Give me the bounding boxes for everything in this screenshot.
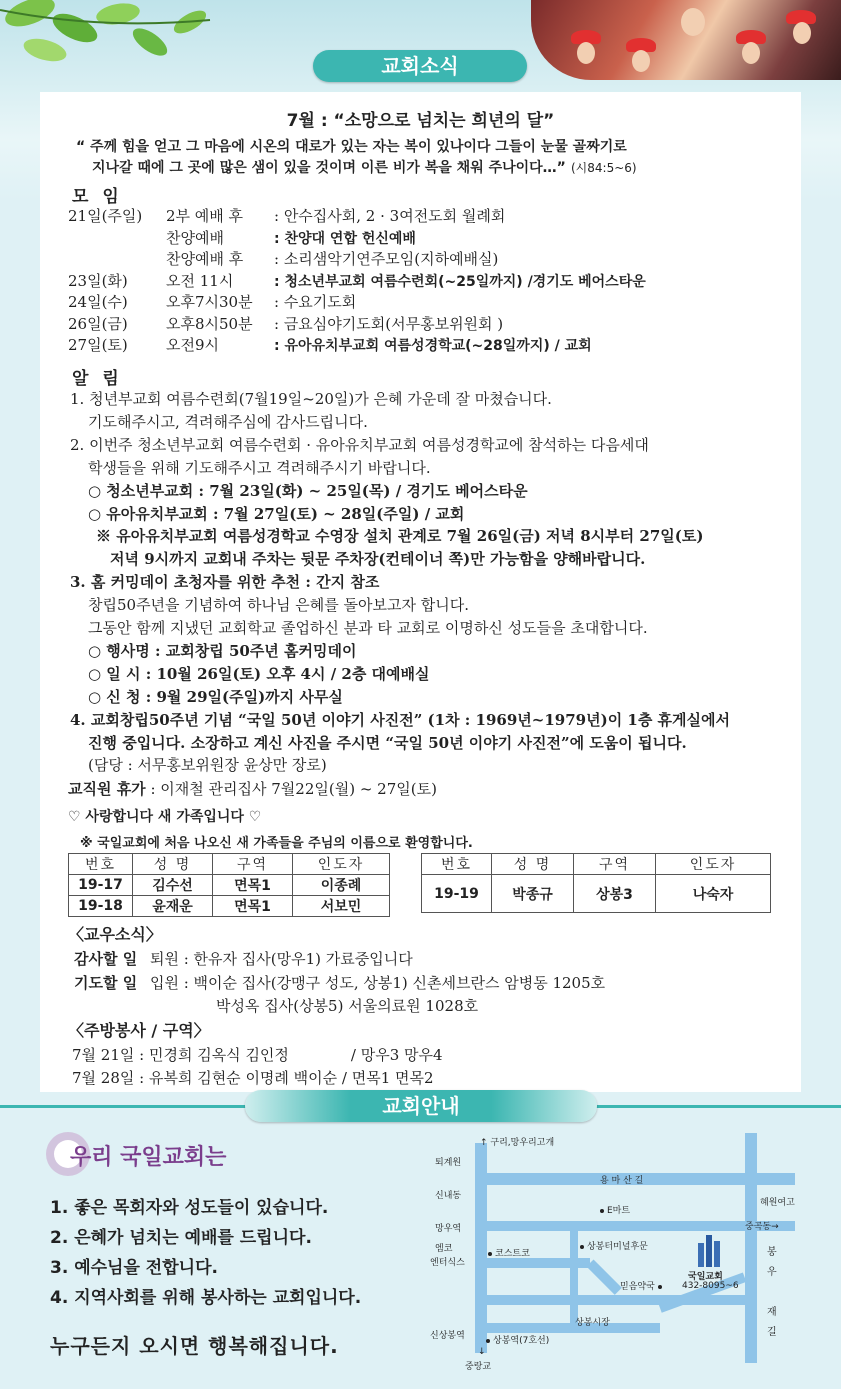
row-name: 박종규 [492, 875, 574, 913]
map-label-emco: 엠코 [435, 1244, 453, 1254]
map-label-church: 국일교회 [688, 1272, 723, 1282]
map-label-terminal: 상봉터미널후문 [587, 1242, 648, 1252]
map-label-bongu-3: 재 [767, 1307, 777, 1318]
map-marker-icon [488, 1252, 492, 1256]
meeting-row [68, 291, 356, 312]
map-label-jungnang: 중랑교 [465, 1362, 492, 1372]
thanks-row [74, 948, 413, 969]
staff-leave [68, 778, 437, 799]
map-label-yongma: 용 마 산 길 [600, 1176, 644, 1186]
meeting-row [68, 270, 646, 291]
meeting-time: 2부 예배 후 [166, 207, 244, 225]
map-label-mangu: 망우역 [435, 1224, 462, 1234]
church-intro-item: 4. 지역사회를 위해 봉사하는 교회입니다. [50, 1288, 362, 1308]
staff-leave-text: : 이재철 관리집사 7월22일(월) ~ 27일(토) [150, 780, 437, 798]
notice-line: ○ 신 청 : 9월 29일(주일)까지 사무실 [88, 687, 343, 706]
new-family-note: ※ 국일교회에 처음 나오신 새 가족들을 주님의 이름으로 환영합니다. [80, 836, 473, 851]
pray-label: 기도할 일 [74, 974, 138, 992]
col-name: 성 명 [133, 854, 213, 875]
map-label-sangbong: 상봉역(7호선) [493, 1336, 550, 1346]
pray-text: 입원 : 백이순 집사(강맹구 성도, 상봉1) 신촌세브란스 암병동 1205호 [149, 974, 606, 992]
notice-line: 창립50주년을 기념하여 하나님 은혜를 돌아보고자 합니다. [88, 596, 469, 615]
notice-line: 진행 중입니다. 소장하고 계신 사진을 주시면 “국일 50년 이야기 사진전”에 도움이 됩니다. [88, 733, 687, 752]
row-number: 19-18 [69, 896, 133, 917]
notice-line: 기도해주시고, 격려해주심에 감사드립니다. [88, 412, 368, 431]
meeting-row [68, 227, 416, 248]
row-name: 윤재운 [133, 896, 213, 917]
pray-text-2: 박성옥 집사(상봉5) 서울의료원 1028호 [216, 997, 479, 1015]
meetings-heading: 모 임 [72, 187, 123, 207]
meeting-desc: : 유아유치부교회 여름성경학교(~28일까지) / 교회 [274, 338, 592, 354]
meeting-row [68, 313, 503, 334]
slogan: 누구든지 오시면 행복해집니다. [50, 1334, 339, 1358]
col-number: 번호 [69, 854, 133, 875]
staff-leave-label: 교직원 휴가 [68, 780, 146, 798]
meeting-date: 24일(수) [68, 293, 128, 311]
new-family-table-right [421, 853, 771, 913]
notices-heading: 알 림 [72, 369, 123, 389]
meeting-desc: : 금요심야기도회(서무홍보위원회 ) [274, 314, 504, 333]
row-number: 19-19 [422, 875, 492, 913]
map-label-bongu-2: 우 [767, 1267, 777, 1278]
col-guide: 인도자 [293, 854, 390, 875]
map-label-sinsang: 신상봉역 [430, 1331, 465, 1341]
col-district: 구역 [213, 854, 293, 875]
arrow-up-icon: ↑ [480, 1138, 488, 1148]
row-number: 19-17 [69, 875, 133, 896]
notice-line: (담당 : 서무홍보위원장 윤상만 장로) [88, 756, 327, 775]
col-number: 번호 [422, 854, 492, 875]
church-location-map [420, 1133, 841, 1389]
meeting-desc: : 소리샘악기연주모임(지하예배실) [274, 250, 499, 268]
notice-line: 저녁 9시까지 교회내 주차는 뒷문 주차장(컨테이너 쪽)만 가능함을 양해바랍니다. [110, 550, 646, 569]
meeting-time: 오후7시30분 [166, 293, 253, 311]
notice-line: ○ 일 시 : 10월 26일(토) 오후 4시 / 2층 대예배실 [88, 664, 430, 683]
map-label-market: 상봉시장 [575, 1318, 610, 1328]
map-marker-icon [658, 1285, 662, 1289]
meeting-row [68, 334, 592, 355]
theme-verse-line2: 지나갈 때에 그 곳에 많은 샘이 있을 것이며 이른 비가 복을 채워 주나이다…” [92, 160, 566, 176]
notice-line: 2. 이번주 청소년부교회 여름수련회 · 유아유치부교회 여름성경학교에 참석하는 다음세대 [70, 435, 649, 454]
col-name: 성 명 [492, 854, 574, 875]
meeting-time: 찬양예배 후 [166, 250, 244, 268]
meeting-time: 오후8시50분 [166, 314, 253, 333]
church-intro-item: 1. 좋은 목회자와 성도들이 있습니다. [50, 1198, 329, 1218]
map-label-toegye: 퇴계원 [435, 1158, 462, 1168]
pray-row [74, 972, 605, 993]
kitchen-line-1: 7월 21일 : 민경희 김옥식 김인정 / 망우3 망우4 [72, 1046, 443, 1064]
map-label-bongu: 봉 [767, 1247, 777, 1258]
meeting-date: 21일(주일) [68, 207, 143, 225]
table-row [69, 896, 390, 917]
row-name: 김수선 [133, 875, 213, 896]
meeting-date: 23일(화) [68, 271, 128, 290]
map-label-emart: E마트 [607, 1206, 631, 1216]
member-news-heading: 〈교우소식〉 [68, 925, 162, 944]
meeting-desc: : 청소년부교회 여름수련회(~25일까지) /경기도 베어스타운 [274, 273, 646, 290]
row-district: 상봉3 [574, 875, 656, 913]
meeting-time: 찬양예배 [166, 228, 224, 247]
notice-line: ○ 유아유치부교회 : 7월 27일(토) ~ 28일(주일) / 교회 [88, 504, 465, 523]
map-marker-icon [600, 1209, 604, 1213]
notice-line: 그동안 함께 지냈던 교회학교 졸업하신 분과 타 교회로 이명하신 성도들을 초대합니다. [88, 619, 648, 637]
map-label-pharmacy: 믿음약국 [620, 1282, 655, 1292]
notice-line: ○ 청소년부교회 : 7월 23일(화) ~ 25일(목) / 경기도 베어스타운 [88, 481, 528, 500]
meeting-row [68, 248, 498, 269]
notice-line: ○ 행사명 : 교회창립 50주년 홈커밍데이 [88, 641, 357, 660]
church-intro-item: 2. 은혜가 넘치는 예배를 드립니다. [50, 1228, 312, 1248]
notice-line: 1. 청년부교회 여름수련회(7월19일~20일)가 은혜 가운데 잘 마쳤습니다. [70, 390, 552, 408]
meeting-date: 27일(토) [68, 336, 128, 354]
kitchen-heading: 〈주방봉사 / 구역〉 [68, 1021, 210, 1040]
row-guide: 서보민 [293, 896, 390, 917]
church-intro-heading: 우리 국일교회는 [70, 1145, 227, 1170]
meeting-row [68, 205, 505, 226]
notice-line: 학생들을 위해 기도해주시고 격려해주시기 바랍니다. [88, 458, 431, 477]
meeting-date: 26일(금) [68, 314, 128, 333]
new-family-heading: ♡ 사랑합니다 새 가족입니다 ♡ [68, 809, 262, 825]
row-guide: 나숙자 [656, 875, 771, 913]
meeting-desc: : 안수집사회, 2 · 3여전도회 월례회 [274, 207, 506, 225]
theme-verse-line1: “ 주께 힘을 얻고 그 마음에 시온의 대로가 있는 자는 복이 있나이다 그들이 눈물 골짜기로 [76, 139, 627, 155]
table-row [69, 875, 390, 896]
thanks-text: 퇴원 : 한유자 집사(망우1) 가료중입니다 [149, 950, 413, 968]
month-theme-title: 7월 : “소망으로 넘치는 희년의 달” [286, 111, 555, 131]
choir-photo [531, 0, 841, 80]
meeting-desc: : 찬양대 연합 헌신예배 [274, 230, 416, 247]
map-label-phone: 432-8095~6 [682, 1281, 739, 1291]
meeting-time: 오전 11시 [166, 271, 234, 290]
notice-line: 3. 홈 커밍데이 초청자를 위한 추천 : 간지 참조 [70, 573, 380, 592]
news-content [40, 92, 801, 1092]
verse-reference: (시84:5~6) [570, 161, 637, 175]
church-building-icon [696, 1233, 722, 1267]
map-label-costco: 코스트코 [495, 1249, 530, 1259]
notice-line: 4. 교회창립50주년 기념 “국일 50년 이야기 사진전” (1차 : 1969년~1979년)이 1층 휴게실에서 [70, 710, 731, 729]
notice-line: ※ 유아유치부교회 여름성경학교 수영장 설치 관계로 7월 26일(금) 저녁 8시부터 27일(토) [96, 527, 704, 546]
col-guide: 인도자 [656, 854, 771, 875]
map-label-sinnae: 신내동 [435, 1191, 462, 1201]
section-title-guide [245, 1090, 597, 1122]
section-title-news: 교회소식 [313, 50, 527, 82]
row-guide: 이종례 [293, 875, 390, 896]
row-district: 면목1 [213, 875, 293, 896]
table-row [422, 875, 771, 913]
map-label-junggok: 중곡동→ [745, 1222, 779, 1232]
meeting-desc: : 수요기도회 [274, 293, 357, 311]
guide-title-text: 교회안내 [382, 1094, 460, 1118]
theme-verse-line2-wrap [92, 157, 637, 177]
thanks-label: 감사할 일 [74, 950, 138, 968]
map-marker-icon [580, 1245, 584, 1249]
arrow-down-icon: ↓ [478, 1347, 486, 1357]
new-family-table-left [68, 853, 390, 917]
map-label-centex: 엔터식스 [430, 1258, 465, 1268]
map-label-hyewon: 혜원여고 [760, 1198, 795, 1208]
church-intro-item: 3. 예수님을 전합니다. [50, 1258, 218, 1278]
leaves-decoration [0, 0, 230, 90]
meeting-time: 오전9시 [166, 336, 220, 354]
map-marker-icon [486, 1339, 490, 1343]
map-label-guri: 구리,망우리고개 [490, 1138, 555, 1148]
col-district: 구역 [574, 854, 656, 875]
row-district: 면목1 [213, 896, 293, 917]
kitchen-line-2: 7월 28일 : 유복희 김현순 이명례 백이순 / 면목1 면목2 [72, 1069, 434, 1087]
map-label-bongu-4: 길 [767, 1327, 777, 1338]
